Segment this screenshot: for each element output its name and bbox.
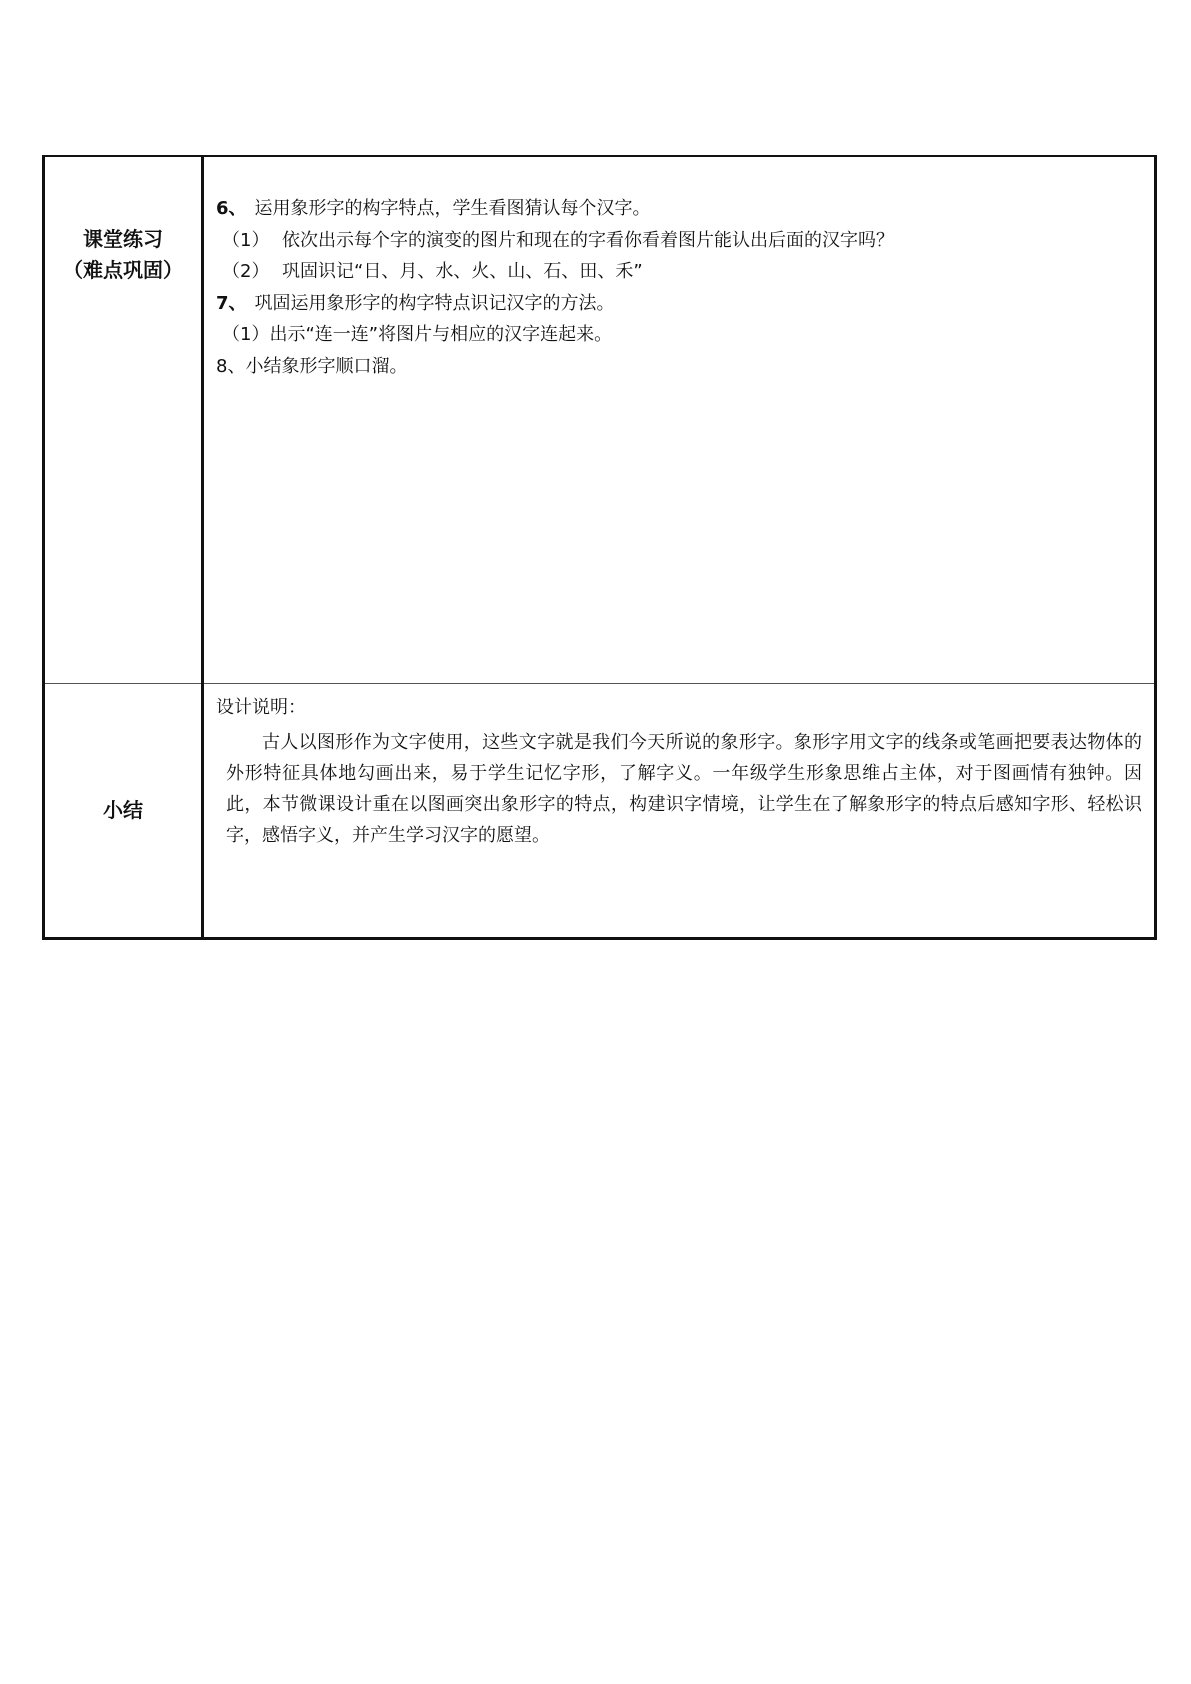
item-number: 7、 bbox=[216, 292, 247, 314]
practice-item-7-sub-1 bbox=[216, 319, 1154, 351]
practice-label-line1: 课堂练习 bbox=[83, 227, 163, 251]
practice-item-6-sub-1 bbox=[216, 225, 1154, 257]
sub-item-text: 巩固识记“日、月、水、火、山、石、田、禾” bbox=[282, 261, 643, 282]
sub-item-number: （1） bbox=[222, 324, 270, 345]
design-note-paragraph: 古人以图形作为文字使用，这些文字就是我们今天所说的象形字。象形字用文字的线条或笔画把要表达物体的外形特征具体地勾画出来，易于学生记忆字形，了解字义。一年级学生形象思维占主体，对于图画情有独钟。因此，本节微课设计重在以图画突出象形字的特点，构建识字情境，让学生在了解象形字的特点后感知字形、轻松识字，感悟字义，并产生学习汉字的愿望。 bbox=[226, 732, 1142, 846]
practice-label bbox=[45, 157, 201, 683]
practice-label-cell bbox=[44, 156, 203, 684]
lesson-plan-table bbox=[42, 155, 1157, 940]
practice-item-7 bbox=[216, 288, 1154, 320]
item-text: 巩固运用象形字的构字特点识记汉字的方法。 bbox=[254, 292, 615, 314]
sub-item-number: （2） bbox=[222, 261, 270, 282]
summary-label-cell bbox=[44, 684, 203, 939]
practice-item-6 bbox=[216, 193, 1154, 225]
summary-row bbox=[44, 684, 1156, 939]
practice-item-8 bbox=[216, 351, 1154, 383]
practice-content-cell bbox=[203, 156, 1156, 684]
summary-label: 小结 bbox=[103, 798, 143, 822]
practice-content bbox=[204, 157, 1154, 382]
summary-label-wrap bbox=[45, 684, 201, 937]
practice-label-line2: （难点巩固） bbox=[63, 258, 183, 282]
sub-item-text: 出示“连一连”将图片与相应的汉字连起来。 bbox=[269, 324, 613, 345]
practice-item-6-sub-2 bbox=[216, 256, 1154, 288]
item-text: 运用象形字的构字特点，学生看图猜认每个汉字。 bbox=[254, 198, 651, 219]
practice-row bbox=[44, 156, 1156, 684]
sub-item-number: （1） bbox=[222, 229, 270, 251]
item-number: 8、 bbox=[216, 355, 246, 377]
design-note-title: 设计说明： bbox=[216, 697, 306, 718]
item-number: 6、 bbox=[216, 198, 247, 219]
summary-content bbox=[204, 684, 1154, 851]
summary-content-cell bbox=[203, 684, 1156, 939]
item-text: 小结象形字顺口溜。 bbox=[245, 355, 408, 377]
sub-item-text: 依次出示每个字的演变的图片和现在的字看你看着图片能认出后面的汉字吗？ bbox=[282, 229, 894, 251]
